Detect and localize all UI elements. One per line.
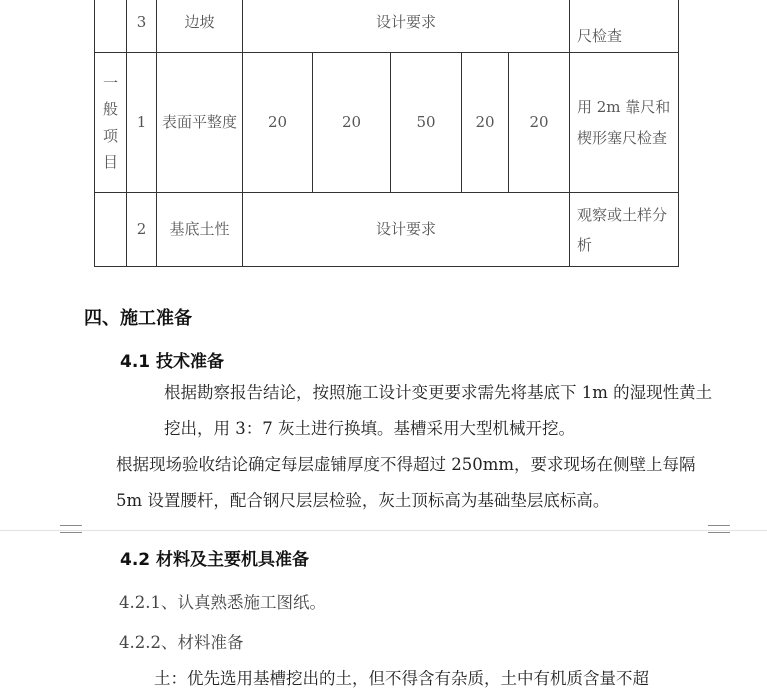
- table-row: [95, 193, 679, 267]
- check-method: 用 2m 靠尺和楔形塞尺检查: [570, 53, 679, 193]
- item-name: 表面平整度: [157, 53, 243, 193]
- list-item: 4.2.1、认真熟悉施工图纸。: [119, 593, 326, 612]
- row-number: 3: [127, 0, 157, 53]
- subsection-heading: 4.2 材料及主要机具准备: [120, 550, 310, 570]
- check-method: 尺检查: [570, 0, 679, 53]
- partial-line: 土：优先选用基槽挖出的土，但不得含有杂质，土中有机质含量不超: [154, 669, 649, 688]
- row-number: 2: [127, 193, 157, 267]
- tolerance-value: 20: [462, 53, 509, 193]
- group-cell: [95, 0, 127, 53]
- paragraph: 根据现场验收结论确定每层虚铺厚度不得超过 250mm，要求现场在侧壁上每隔 5m 设置腰杆，配合钢尺层层检验，灰土顶标高为基础垫层底标高。: [116, 455, 696, 510]
- merged-requirement: 设计要求: [243, 193, 570, 267]
- group-cell: [95, 193, 127, 267]
- item-name: 基底土性: [157, 193, 243, 267]
- tolerance-value: 20: [313, 53, 391, 193]
- item-name: 边坡: [157, 0, 243, 53]
- merged-requirement: 设计要求: [243, 0, 570, 53]
- paragraph: 根据勘察报告结论，按照施工设计变更要求需先将基底下 1m 的湿现性黄土挖出，用 3：7 灰土进行换填。基槽采用大型机械开挖。: [164, 383, 713, 438]
- row-number: 1: [127, 53, 157, 193]
- subsection-heading: 4.1 技术准备: [120, 352, 225, 372]
- page-break-marker: [60, 523, 82, 535]
- page-break-line: [0, 530, 767, 531]
- section-heading: 四、施工准备: [84, 308, 192, 329]
- tolerance-value: 20: [243, 53, 313, 193]
- group-cell: 一般项目: [95, 53, 127, 193]
- tolerance-value: 20: [509, 53, 570, 193]
- check-method: 观察或土样分析: [570, 193, 679, 267]
- body-text: [116, 375, 716, 519]
- page-break-marker: [708, 523, 730, 535]
- table-row: [95, 0, 679, 53]
- quality-spec-table: [94, 0, 679, 267]
- list-item: 4.2.2、材料准备: [119, 633, 244, 652]
- table-row: [95, 53, 679, 193]
- tolerance-value: 50: [391, 53, 462, 193]
